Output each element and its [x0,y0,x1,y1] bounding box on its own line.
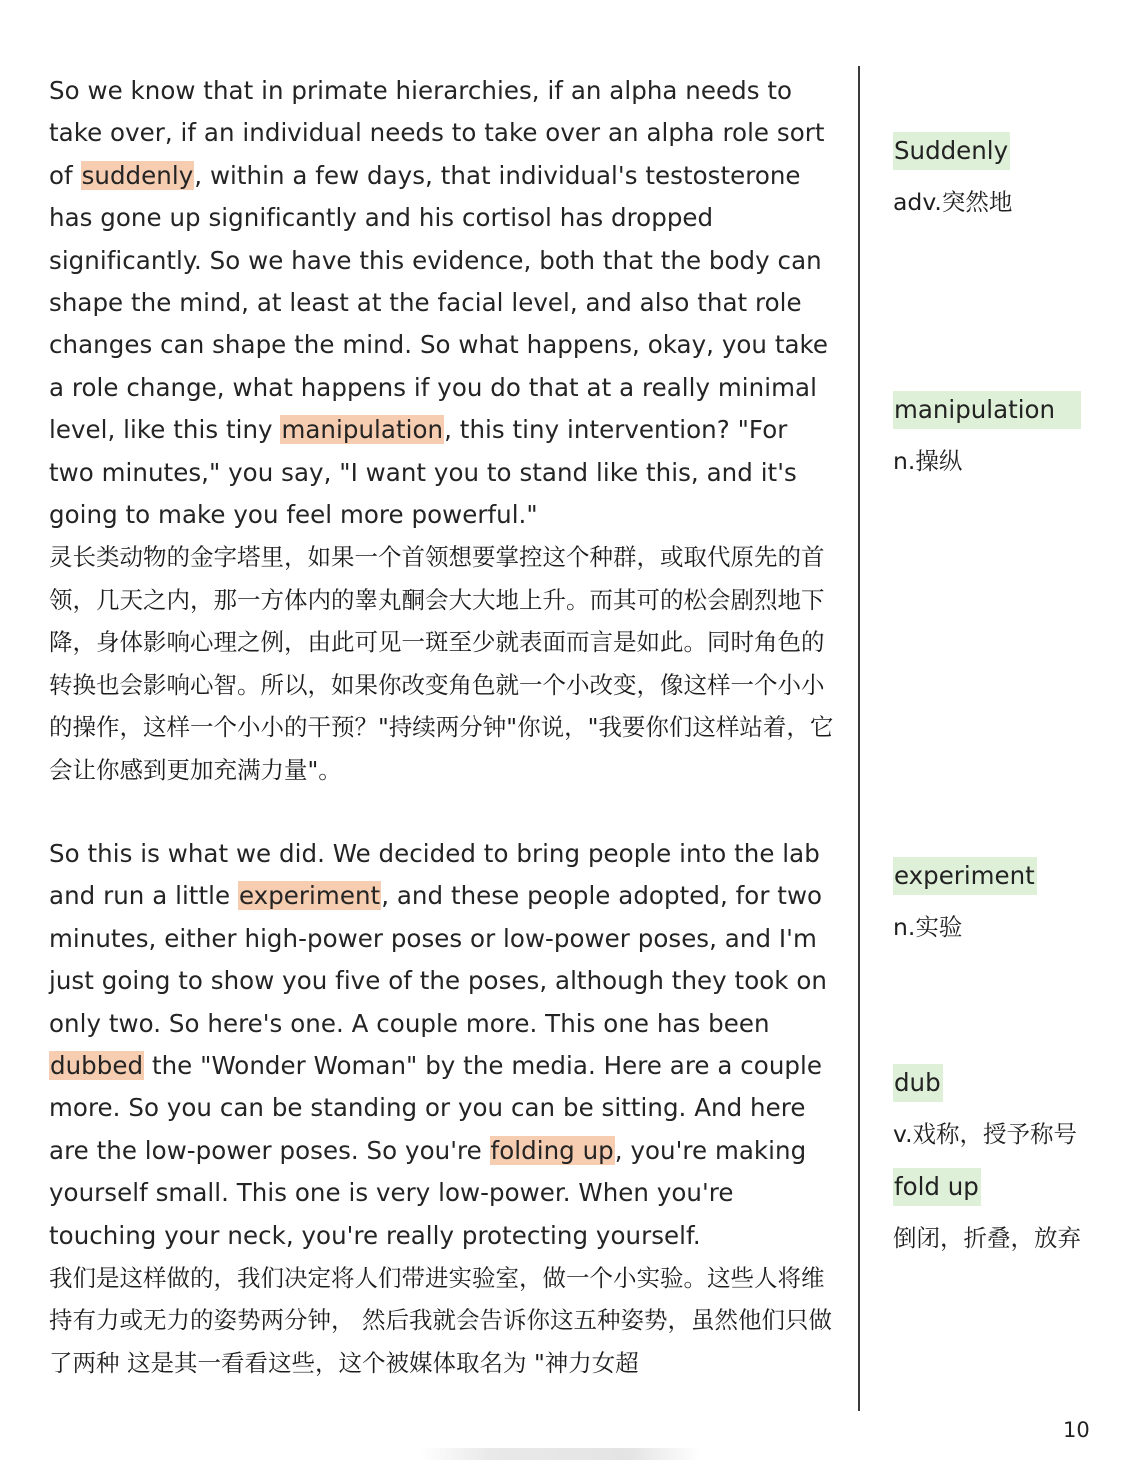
highlight-suddenly: suddenly [81,160,194,190]
glossary-entry-manipulation [893,391,1113,480]
paragraph-text: , within a few days, that individual's testosterone has gone up significantly and his cortisol has dropped significantly. So we have this evidence, both that the body can shape the mind, at least at the facial level, and also that role changes can shape the mind. So what happens, okay, you take a role change, what happens if you do that at a really minimal level, like this tiny [49,160,829,445]
glossary-entry-experiment [893,857,1113,946]
glossary-term: fold up [893,1168,981,1206]
glossary-entry-suddenly [893,132,1113,221]
paragraph-text: So we know that in primate hierarchies, if an alpha needs to take over, if an individual needs to take over an alpha role sort of [49,76,825,190]
glossary-definition: v.戏称，授予称号 [893,1120,1078,1148]
highlight-manipulation: manipulation [281,415,444,445]
bottom-fade-bar [420,1448,700,1460]
paragraph-gap [49,791,839,833]
english-paragraph-1 [49,70,839,536]
glossary-term: Suddenly [893,132,1010,170]
glossary-definition: n.实验 [893,913,963,941]
glossary-entry-fold-up [893,1168,1113,1257]
paragraph-text: the "Wonder Woman" by the media. Here are a couple more. So you can be standing or you can be sitting. And here are the low-power poses. So you're [49,1050,822,1165]
glossary-definition: adv.突然地 [893,188,1013,216]
glossary-term: experiment [893,857,1037,895]
main-text-column [49,70,839,1384]
page-number: 10 [1063,1418,1090,1442]
glossary-entry-dub [893,1064,1113,1153]
glossary-term: dub [893,1064,943,1102]
english-paragraph-2 [49,833,839,1257]
paragraph-text: , and these people adopted, for two minutes, either high-power poses or low-power poses, and I'm just going to show you five of the poses, although they took on only two. So here's one. A couple more. This one has been [49,881,827,1038]
paragraph-text: So this is what we did. We decided to bring people into the lab and run a little [49,838,820,911]
highlight-folding-up: folding up [490,1135,614,1165]
paragraph-text: , this tiny intervention? "For two minutes," you say, "I want you to stand like this, and it's going to make you feel more powerful." [49,415,797,530]
glossary-definition: 倒闭，折叠，放弃 [893,1224,1081,1252]
highlight-experiment: experiment [238,881,381,911]
glossary-definition: n.操纵 [893,447,963,475]
paragraph-text: , you're making yourself small. This one is very low-power. When you're touching your neck, you're really protecting yourself. [49,1135,807,1250]
glossary-term: manipulation [893,391,1081,429]
column-divider [858,66,860,1411]
highlight-dubbed: dubbed [50,1050,144,1080]
chinese-paragraph-2: 我们是这样做的，我们决定将人们带进实验室，做一个小实验。这些人将维持有力或无力的姿势两分钟， 然后我就会告诉你这五种姿势，虽然他们只做了两种 这是其一看看这些，这个被媒体取名为 "神力女超 [49,1263,832,1377]
chinese-paragraph-1: 灵长类动物的金字塔里，如果一个首领想要掌控这个种群，或取代原先的首领，几天之内，那一方体内的睾丸酮会大大地上升。而其可的松会剧烈地下降，身体影响心理之例，由此可见一斑至少就表面而言是如此。同时角色的转换也会影响心智。所以，如果你改变角色就一个小改变，像这样一个小小的操作，这样一个小小的干预？"持续两分钟"你说，"我要你们这样站着，它会让你感到更加充满力量"。 [49,543,834,784]
